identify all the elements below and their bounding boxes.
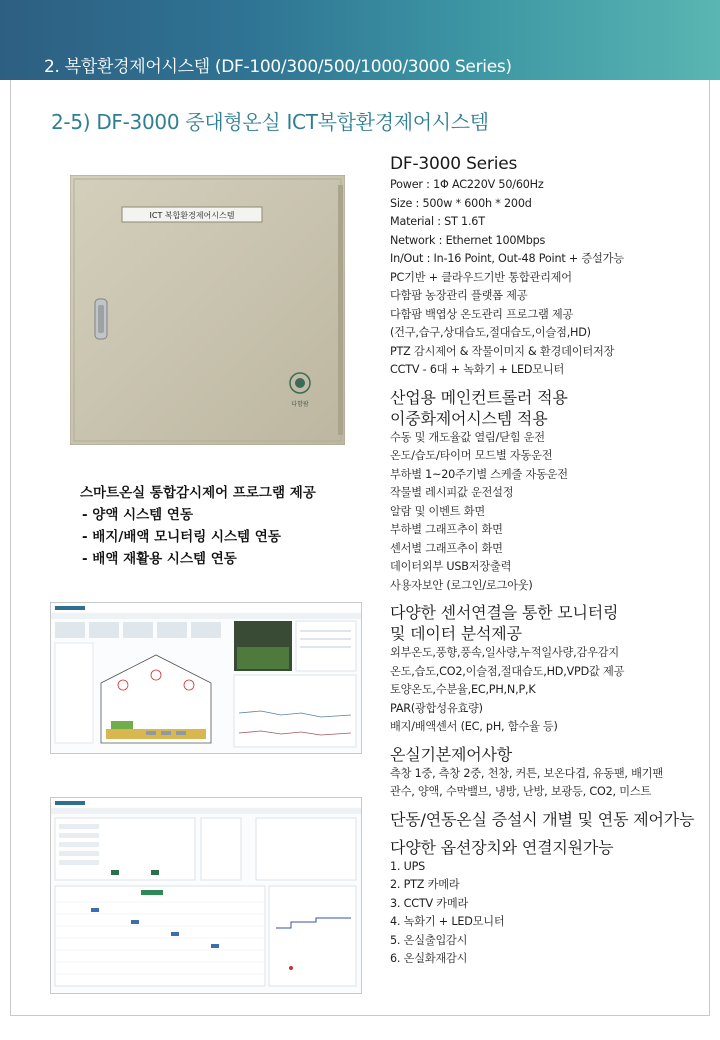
basic-control-title: 온실기본제어사항: [390, 744, 513, 764]
feature-item: - 배액 재활용 시스템 연동: [82, 551, 237, 567]
spec-line: Material : ST 1.6T: [390, 215, 485, 228]
spec-line: In/Out : In-16 Point, Out-48 Point + 증설가능: [390, 252, 624, 265]
sensor-title: 및 데이터 분석제공: [390, 624, 522, 643]
spec-title: DF-3000 Series: [390, 154, 518, 174]
spec-line: PTZ 감시제어 & 작물이미지 & 환경데이터저장: [390, 344, 615, 358]
sensor-line: 배지/배액센서 (EC, pH, 함수율 등): [390, 720, 558, 733]
spec-line: CCTV - 6대 + 녹화기 + LED모니터: [390, 363, 565, 376]
industrial-line: 사용자보안 (로그인/로그아웃): [390, 578, 533, 592]
industrial-line: 온도/습도/타이머 모드별 자동운전: [390, 449, 553, 462]
industrial-line: 수동 및 개도율값 열림/닫힘 운전: [390, 430, 545, 444]
basic-control-line: 측창 1중, 측창 2중, 천창, 커튼, 보온다겹, 유동팬, 배기팬: [390, 766, 663, 780]
banner-title: 2. 복합환경제어시스템 (DF-100/300/500/1000/3000 Series): [44, 57, 512, 77]
spec-line: Power : 1Φ AC220V 50/60Hz: [390, 178, 544, 191]
cabinet-image: [70, 175, 345, 445]
industrial-title: 산업용 메인컨트롤러 적용: [390, 387, 568, 407]
option-item: 4. 녹화기 + LED모니터: [390, 915, 505, 928]
option-item: 1. UPS: [390, 859, 426, 873]
spec-line: (건구,습구,상대습도,절대습도,이슬점,HD): [390, 326, 591, 339]
industrial-line: 부하별 1~20주기별 스케줄 자동운전: [390, 467, 568, 481]
feature-item: - 양액 시스템 연동: [82, 507, 193, 523]
sensor-title: 다양한 센서연결을 통한 모니터링: [390, 603, 619, 622]
industrial-line: 작물별 레시피값 운전설정: [390, 486, 514, 499]
option-item: 2. PTZ 카메라: [390, 878, 460, 891]
sensor-line: PAR(광합성유효량): [390, 701, 483, 715]
options-title: 다양한 옵션장치와 연결지원가능: [390, 837, 614, 857]
header-banner: [0, 0, 720, 80]
dashboard-screenshot-2: [50, 797, 362, 994]
industrial-line: 센서별 그래프추이 화면: [390, 541, 503, 555]
spec-line: 다함팜 농장관리 플랫폼 제공: [390, 289, 528, 302]
sensor-line: 외부온도,풍향,풍속,일사량,누적일사량,감우감지: [390, 646, 619, 659]
option-item: 5. 온실출입감시: [390, 933, 468, 947]
option-item: 3. CCTV 카메라: [390, 896, 469, 910]
basic-control-line: 관수, 양액, 수막밸브, 냉방, 난방, 보광등, CO2, 미스트: [390, 785, 652, 798]
sensor-line: 온도,습도,CO2,이슬점,절대습도,HD,VPD값 제공: [390, 664, 625, 678]
spec-line: Size : 500w * 600h * 200d: [390, 196, 532, 210]
option-item: 6. 온실화재감시: [390, 952, 468, 965]
unit-control-title: 단동/연동온실 증설시 개별 및 연동 제어가능: [390, 809, 695, 829]
dashboard-screenshot-1: [50, 602, 362, 754]
spec-line: 다함팜 백엽상 온도관리 프로그램 제공: [390, 307, 574, 321]
industrial-line: 데이터외부 USB저장출력: [390, 560, 512, 573]
spec-column: [390, 152, 700, 976]
industrial-title: 이중화제어시스템 적용: [390, 408, 548, 428]
spec-line: PC기반 + 클라우드기반 통합관리제어: [390, 270, 572, 284]
industrial-line: 알람 및 이벤트 화면: [390, 504, 485, 518]
sensor-line: 토양온도,수분율,EC,PH,N,P,K: [390, 683, 536, 696]
feature-item: 스마트온실 통합감시제어 프로그램 제공: [80, 485, 316, 501]
feature-list: [80, 482, 316, 570]
cabinet-label: ICT 복합환경제어시스템: [149, 211, 235, 220]
cabinet-logo-text: 다함팜: [291, 401, 309, 408]
spec-line: Network : Ethernet 100Mbps: [390, 233, 546, 247]
industrial-line: 부하별 그래프추이 화면: [390, 523, 503, 536]
section-title: 2-5) DF-3000 중대형온실 ICT복합환경제어시스템: [51, 110, 489, 134]
feature-item: - 배지/배액 모니터링 시스템 연동: [82, 529, 281, 545]
